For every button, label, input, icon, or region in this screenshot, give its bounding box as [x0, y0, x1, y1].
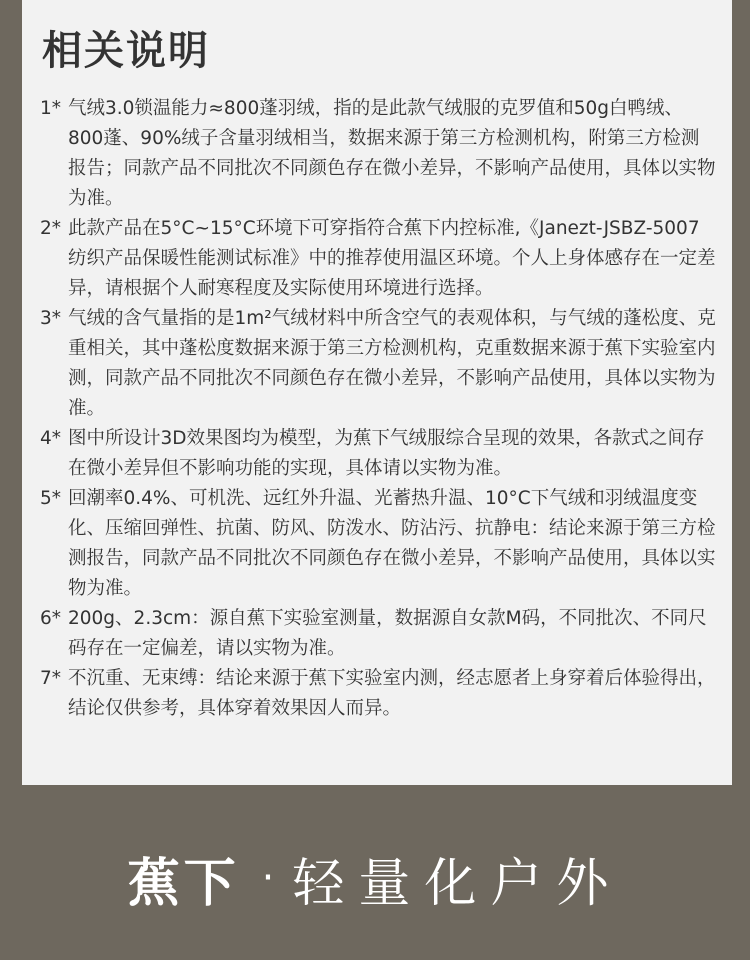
note-item: [40, 484, 716, 604]
page-title: 相关说明: [42, 28, 210, 74]
note-item: [40, 604, 716, 664]
brand-slogan: 轻量化户外: [292, 853, 623, 914]
note-item: [40, 94, 716, 214]
note-number: 4*: [40, 428, 62, 449]
info-card: [22, 0, 732, 785]
note-text: 气绒3.0锁温能力≈800蓬羽绒，指的是此款气绒服的克罗值和50g白鸭绒、800蓬、90%绒子含量羽绒相当，数据来源于第三方检测机构，附第三方检测报告；同款产品不同批次不同颜色存在微小差异，不影响产品使用，具体以实物为准。: [68, 98, 716, 209]
note-text: 此款产品在5°C~15°C环境下可穿指符合蕉下内控标准,《Janezt-JSBZ-5007纺织产品保暖性能测试标准》中的推荐使用温区环境。个人上身体感存在一定差异，请根据个人耐寒程度及实际使用环境进行选择。: [68, 218, 716, 299]
note-number: 7*: [40, 668, 62, 689]
note-item: [40, 424, 716, 484]
brand-footer: [0, 838, 750, 918]
note-text: 200g、2.3cm：源自蕉下实验室测量，数据源自女款M码，不同批次、不同尺码存在一定偏差，请以实物为准。: [68, 608, 707, 659]
notes-list: [40, 94, 716, 724]
brand-name: 蕉下: [127, 853, 240, 914]
note-number: 2*: [40, 218, 62, 239]
note-text: 回潮率0.4%、可机洗、远红外升温、光蓄热升温、10°C下气绒和羽绒温度变化、压缩回弹性、抗菌、防风、防泼水、防沾污、抗静电：结论来源于第三方检测报告，同款产品不同批次不同颜色存在微小差异，不影响产品使用，具体以实物为准。: [68, 488, 716, 599]
note-item: [40, 304, 716, 424]
note-number: 6*: [40, 608, 62, 629]
note-text: 气绒的含气量指的是1m²气绒材料中所含空气的表观体积，与气绒的蓬松度、克重相关，其中蓬松度数据来源于第三方检测机构，克重数据来源于蕉下实验室内测，同款产品不同批次不同颜色存在微小差异，不影响产品使用，具体以实物为准。: [68, 308, 716, 419]
note-number: 3*: [40, 308, 62, 329]
note-number: 5*: [40, 488, 62, 509]
note-text: 图中所设计3D效果图均为模型，为蕉下气绒服综合呈现的效果，各款式之间存在微小差异但不影响功能的实现，具体请以实物为准。: [68, 428, 705, 479]
note-item: [40, 214, 716, 304]
brand-separator: ·: [261, 855, 275, 901]
note-number: 1*: [40, 98, 62, 119]
note-item: [40, 664, 716, 724]
note-text: 不沉重、无束缚：结论来源于蕉下实验室内测，经志愿者上身穿着后体验得出，结论仅供参考，具体穿着效果因人而异。: [68, 668, 716, 719]
